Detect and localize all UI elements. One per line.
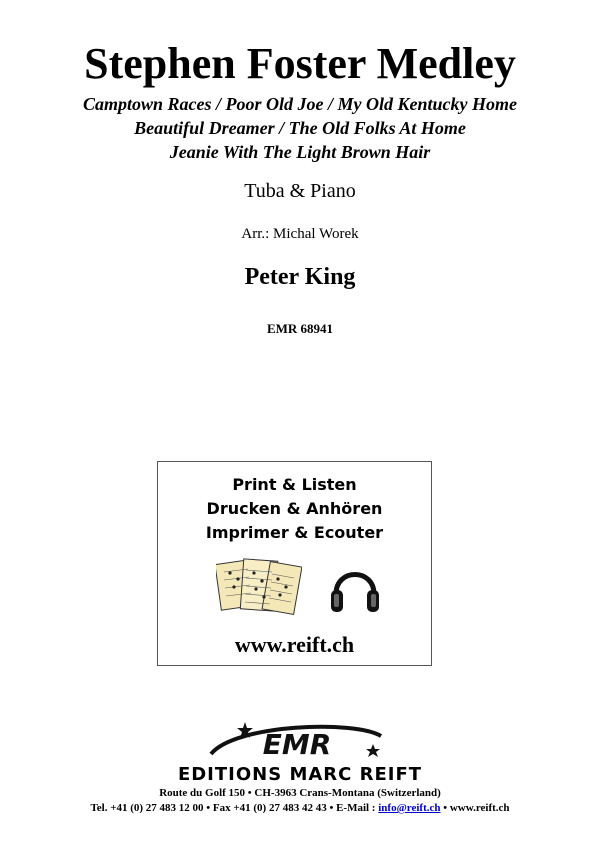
contact-website[interactable]: • www.reift.ch: [440, 802, 510, 814]
contact-phone-fax: Tel. +41 (0) 27 483 12 00 • Fax +41 (0) 27 483 42 43 • E-Mail :: [90, 802, 379, 814]
print-listen-box: [157, 461, 432, 666]
instrumentation: Tuba & Piano: [244, 180, 356, 202]
arranger: Arr.: Michal Worek: [241, 226, 359, 242]
composer: Peter King: [244, 264, 356, 290]
publisher-address: Route du Golf 150 • CH-3963 Crans-Montana (Switzerland): [159, 787, 441, 799]
emr-logo: [205, 718, 385, 764]
subtitle-line-2: Beautiful Dreamer / The Old Folks At Home: [134, 118, 466, 138]
catalog-number: EMR 68941: [266, 321, 334, 336]
sheet-music-icon: [216, 556, 302, 620]
promo-line-en: Print & Listen: [232, 475, 357, 494]
email-link[interactable]: info@reift.ch: [378, 802, 441, 814]
promo-line-de: Drucken & Anhören: [206, 499, 383, 518]
promo-line-fr: Imprimer & Ecouter: [205, 523, 384, 542]
subtitle-line-1: Camptown Races / Poor Old Joe / My Old Kentucky Home: [83, 94, 517, 114]
headphones-icon: [328, 560, 382, 618]
promo-url: www.reift.ch: [234, 632, 355, 657]
logo-text: EMR: [262, 728, 332, 761]
page-title: Stephen Foster Medley: [84, 39, 516, 88]
publisher-contact: [0, 801, 600, 816]
subtitle-line-3: Jeanie With The Light Brown Hair: [169, 142, 431, 162]
publisher-brand: EDITIONS MARC REIFT: [177, 764, 423, 785]
